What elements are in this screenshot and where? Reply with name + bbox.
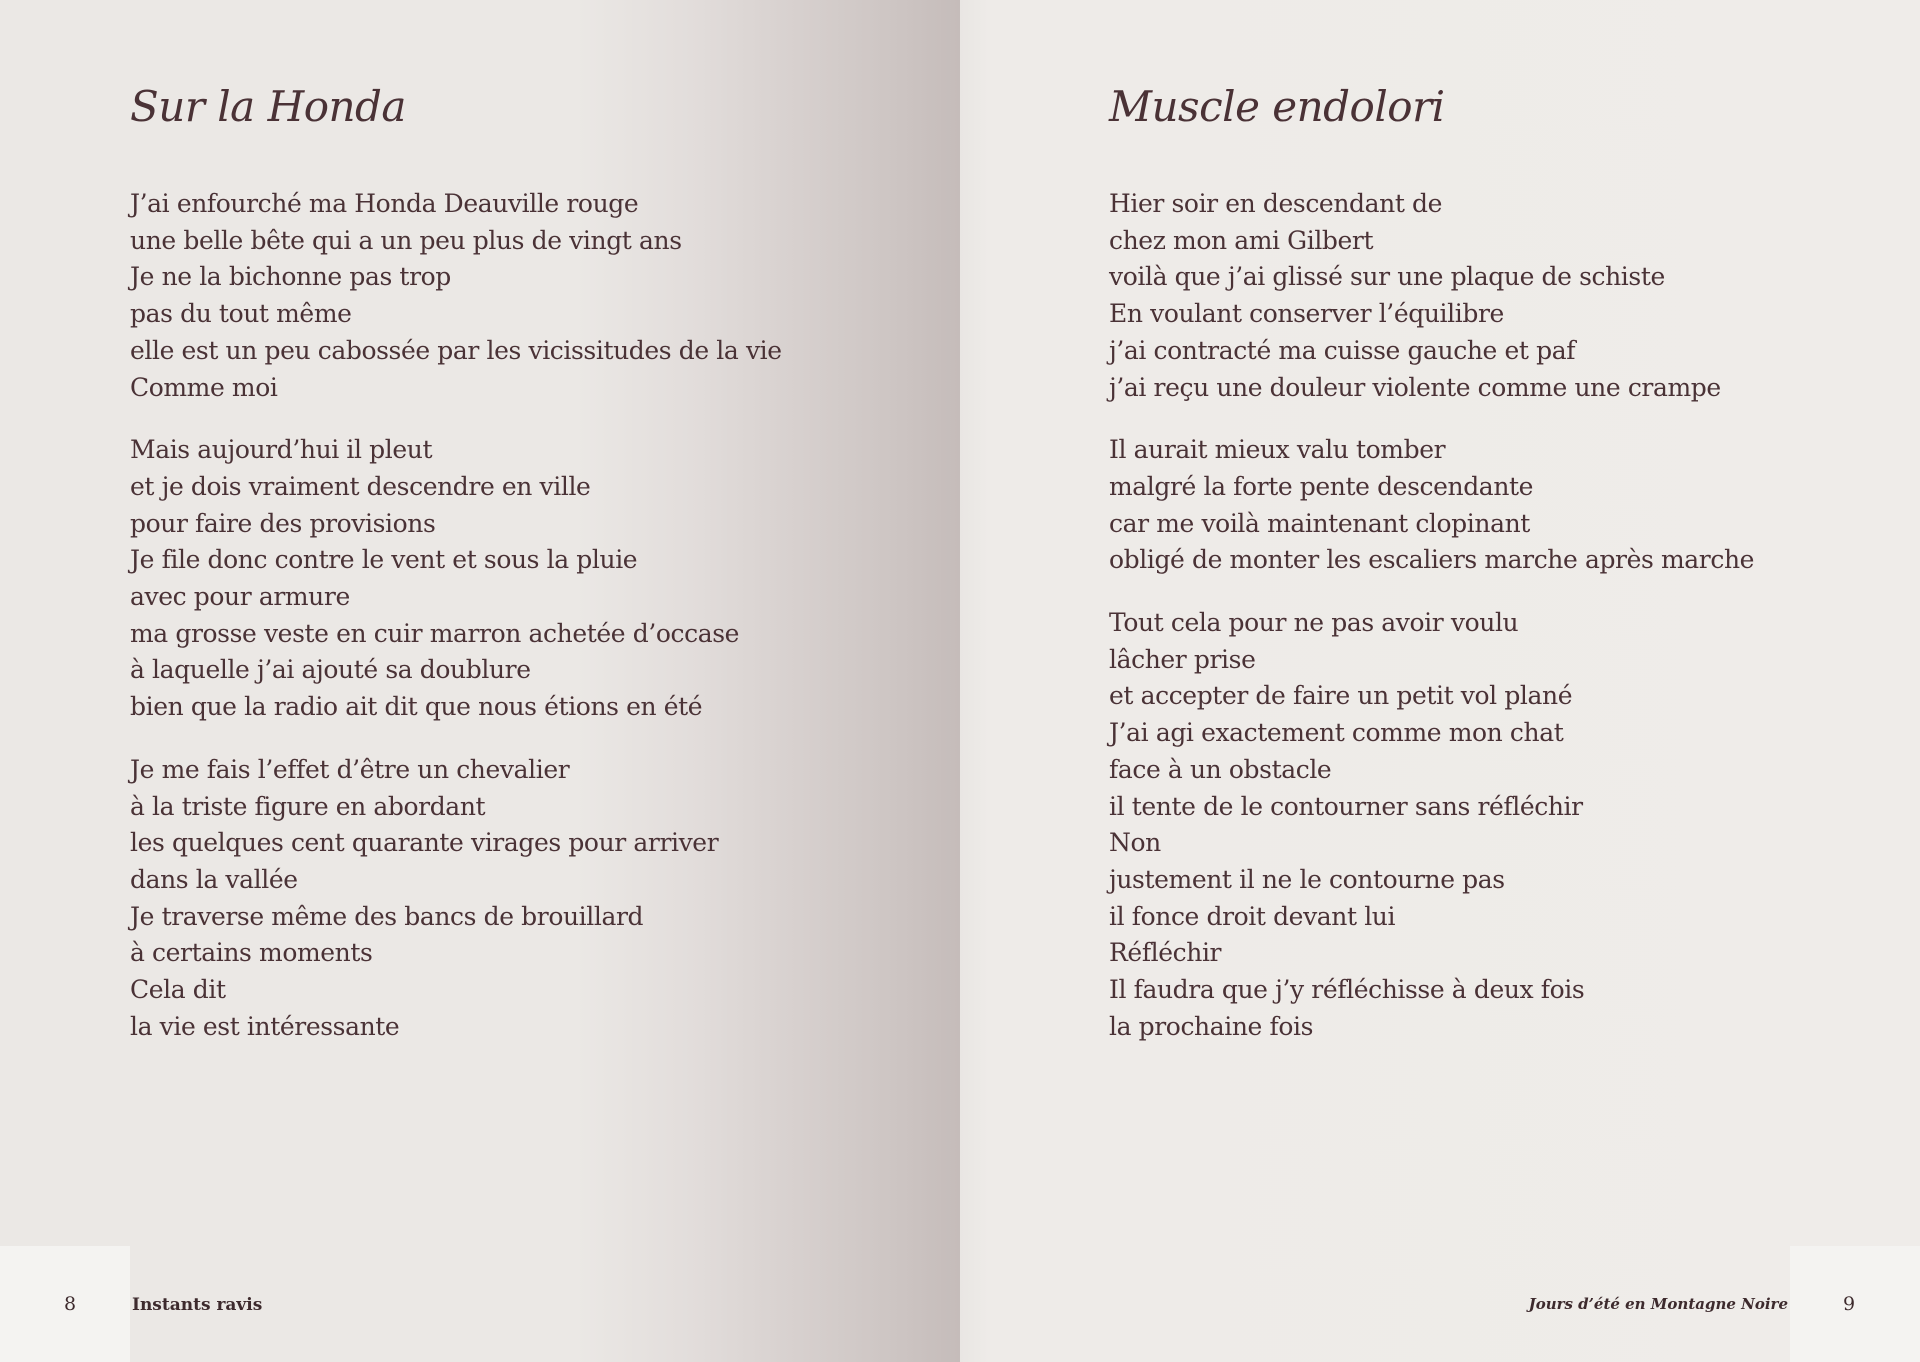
poem-line: Non	[1109, 828, 1161, 858]
poem-line: J’ai enfourché ma Honda Deauville rouge	[130, 189, 639, 218]
stanza	[130, 432, 782, 726]
poem-line: Cela dit	[130, 975, 226, 1005]
poem-line: une belle bête qui a un peu plus de vingt ans	[130, 225, 682, 255]
poem-line: Tout cela pour ne pas avoir voulu	[1109, 608, 1519, 638]
poem-line: Réfléchir	[1109, 938, 1222, 968]
poem-line: et accepter de faire un petit vol plané	[1109, 681, 1573, 711]
poem-line: bien que la radio ait dit que nous étions en été	[130, 692, 703, 722]
poem-line: lâcher prise	[1109, 644, 1256, 674]
poem-line: En voulant conserver l’équilibre	[1109, 299, 1504, 329]
poem-line: la prochaine fois	[1109, 1011, 1314, 1041]
stanza	[1109, 432, 1754, 579]
poem-line: dans la vallée	[130, 864, 298, 894]
page-number-right: 9	[1843, 1293, 1856, 1315]
poem-line: avec pour armure	[130, 582, 350, 612]
poem-line: et je dois vraiment descendre en ville	[130, 471, 591, 501]
poem-body-right	[1109, 186, 1754, 1071]
poem-line: à la triste figure en abordant	[130, 791, 486, 821]
poem-line: Je me fais l’effet d’être un chevalier	[130, 754, 570, 784]
poem-line: face à un obstacle	[1109, 754, 1332, 784]
stanza	[130, 186, 782, 406]
poem-line: malgré la forte pente descendante	[1109, 471, 1534, 501]
poem-line: Il aurait mieux valu tomber	[1109, 435, 1446, 465]
poem-line: justement il ne le contourne pas	[1109, 864, 1505, 894]
stanza	[1109, 605, 1754, 1045]
poem-line: Hier soir en descendant de	[1109, 189, 1443, 218]
page-number-left: 8	[64, 1293, 77, 1315]
poem-line: voilà que j’ai glissé sur une plaque de schiste	[1109, 262, 1665, 292]
poem-line: la vie est intéressante	[130, 1011, 400, 1041]
poem-line: pas du tout même	[130, 299, 352, 329]
poem-line: j’ai reçu une douleur violente comme une crampe	[1109, 372, 1721, 402]
poem-line: car me voilà maintenant clopinant	[1109, 508, 1530, 538]
running-head-left: Instants ravis	[132, 1295, 263, 1315]
poem-line: Je traverse même des bancs de brouillard	[130, 901, 644, 931]
poem-line: pour faire des provisions	[130, 508, 436, 538]
poem-title-left: Sur la Honda	[130, 82, 406, 131]
poem-line: ma grosse veste en cuir marron achetée d’occase	[130, 618, 740, 648]
poem-line: chez mon ami Gilbert	[1109, 225, 1374, 255]
poem-line: Comme moi	[130, 372, 278, 402]
poem-title-right: Muscle endolori	[1109, 82, 1445, 131]
poem-line: Mais aujourd’hui il pleut	[130, 435, 433, 465]
poem-line: Il faudra que j’y réfléchisse à deux fois	[1109, 975, 1585, 1005]
poem-line: j’ai contracté ma cuisse gauche et paf	[1109, 335, 1576, 365]
poem-line: à certains moments	[130, 938, 373, 968]
poem-line: J’ai agi exactement comme mon chat	[1109, 718, 1564, 748]
running-head-right: Jours d’été en Montagne Noire	[1528, 1295, 1788, 1313]
stanza	[130, 752, 782, 1046]
poem-line: Je ne la bichonne pas trop	[130, 262, 451, 292]
poem-line: les quelques cent quarante virages pour arriver	[130, 828, 719, 858]
poem-line: obligé de monter les escaliers marche après marche	[1109, 545, 1755, 575]
poem-body-left	[130, 186, 782, 1071]
stanza	[1109, 186, 1754, 406]
poem-line: Je file donc contre le vent et sous la pluie	[130, 545, 638, 575]
poem-line: à laquelle j’ai ajouté sa doublure	[130, 655, 531, 685]
poem-line: il tente de le contourner sans réfléchir	[1109, 791, 1583, 821]
poem-line: elle est un peu cabossée par les vicissitudes de la vie	[130, 335, 782, 365]
poem-line: il fonce droit devant lui	[1109, 901, 1396, 931]
